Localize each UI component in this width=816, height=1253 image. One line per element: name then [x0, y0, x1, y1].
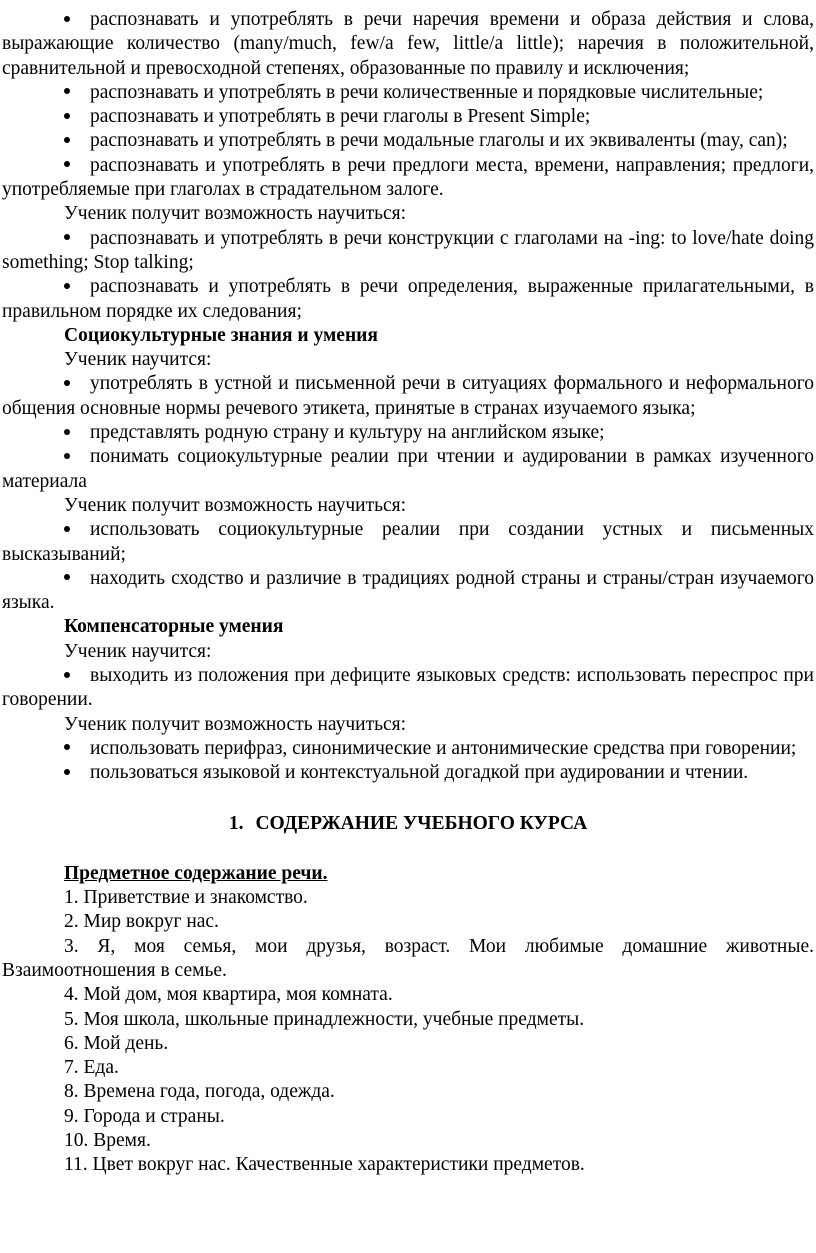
list-item: пользоваться языковой и контекстуальной догадкой при аудировании и чтении.	[2, 761, 814, 785]
list-item: 3. Я, моя семья, мои друзья, возраст. Мои любимые домашние животные. Взаимоотношения в семье.	[2, 935, 814, 981]
list-item: 7. Еда.	[64, 1057, 119, 1079]
list-item: использовать социокультурные реалии при создании устных и письменных высказываний;	[2, 519, 814, 565]
list-item: распознавать и употреблять в речи предлоги места, времени, направления; предлоги, употребляемые при глаголах в страдательном залоге.	[2, 154, 814, 201]
intro-text: Ученик получит возможность научиться:	[64, 203, 407, 225]
bullet-icon	[64, 105, 90, 129]
intro-text: Ученик научится:	[64, 349, 212, 371]
list-item: 10. Время.	[64, 1130, 151, 1152]
list-item: использовать перифраз, синонимические и антонимические средства при говорении;	[2, 737, 814, 761]
course-content-title	[2, 812, 814, 836]
list-item: распознавать и употреблять в речи определения, выраженные прилагательными, в правильном порядке их следования;	[2, 276, 814, 322]
bullet-icon	[64, 129, 90, 153]
list-item: представлять родную страну и культуру на английском языке;	[2, 421, 814, 445]
section-heading: Компенсаторные умения	[64, 616, 284, 638]
grammar-skills-list	[2, 8, 814, 202]
bullet-icon	[64, 154, 90, 178]
list-item: распознавать и употреблять в речи конструкции с глаголами на -ing: to love/hate doing something; Stop talking;	[2, 227, 814, 273]
bullet-icon	[64, 445, 90, 469]
list-item: 1. Приветствие и знакомство.	[64, 887, 308, 909]
list-item: 9. Города и страны.	[64, 1105, 225, 1127]
bullet-icon	[64, 664, 90, 688]
subject-content-section	[2, 862, 814, 1178]
bullet-icon	[64, 275, 90, 299]
list-item: употреблять в устной и письменной речи в ситуациях формального и неформального общения основные нормы речевого этикета, принятые в странах изучаемого языка;	[2, 373, 814, 419]
intro-text: Ученик научится:	[64, 640, 212, 662]
bullet-icon	[64, 372, 90, 396]
sociocultural-section	[2, 324, 814, 616]
section-number: 1.	[228, 812, 244, 834]
bullet-icon	[64, 81, 90, 105]
bullet-icon	[64, 761, 90, 785]
bullet-icon	[64, 421, 90, 445]
list-item: выходить из положения при дефиците языковых средств: использовать переспрос при говорении.	[2, 665, 814, 711]
grammar-extended-skills	[2, 202, 814, 323]
list-item: 8. Времена года, погода, одежда.	[64, 1081, 335, 1103]
section-heading: Предметное содержание речи.	[64, 862, 328, 884]
bullet-icon	[64, 227, 90, 251]
intro-text: Ученик получит возможность научиться:	[64, 713, 407, 735]
section-heading: Социокультурные знания и умения	[64, 324, 378, 346]
list-item: 5. Моя школа, школьные принадлежности, учебные предметы.	[64, 1008, 585, 1030]
bullet-icon	[64, 737, 90, 761]
list-item: распознавать и употреблять в речи модальные глаголы и их эквиваленты (may, can);	[2, 129, 814, 153]
list-item: распознавать и употреблять в речи глаголы в Present Simple;	[2, 105, 814, 129]
list-item: находить сходство и различие в традициях родной страны и страны/стран изучаемого языка.	[2, 567, 814, 614]
list-item: понимать социокультурные реалии при чтении и аудировании в рамках изученного материала	[2, 446, 814, 492]
bullet-icon	[64, 567, 90, 591]
section-title-text: СОДЕРЖАНИЕ УЧЕБНОГО КУРСА	[255, 812, 588, 834]
list-item: 11. Цвет вокруг нас. Качественные характеристики предметов.	[64, 1154, 585, 1176]
list-item: 6. Мой день.	[64, 1032, 169, 1054]
list-item: 4. Мой дом, моя квартира, моя комната.	[64, 984, 393, 1006]
list-item: распознавать и употреблять в речи количественные и порядковые числительные;	[2, 81, 814, 105]
bullet-icon	[64, 518, 90, 542]
bullet-icon	[64, 8, 90, 32]
list-item: распознавать и употреблять в речи наречия времени и образа действия и слова, выражающие количество (many/much, few/a few, little/a little); наречия в положительной, сравнительной и превосходной степенях, образованные по правилу и исключения;	[2, 9, 814, 79]
list-item: 2. Мир вокруг нас.	[64, 911, 219, 933]
intro-text: Ученик получит возможность научиться:	[64, 494, 407, 516]
compensatory-section	[2, 615, 814, 785]
